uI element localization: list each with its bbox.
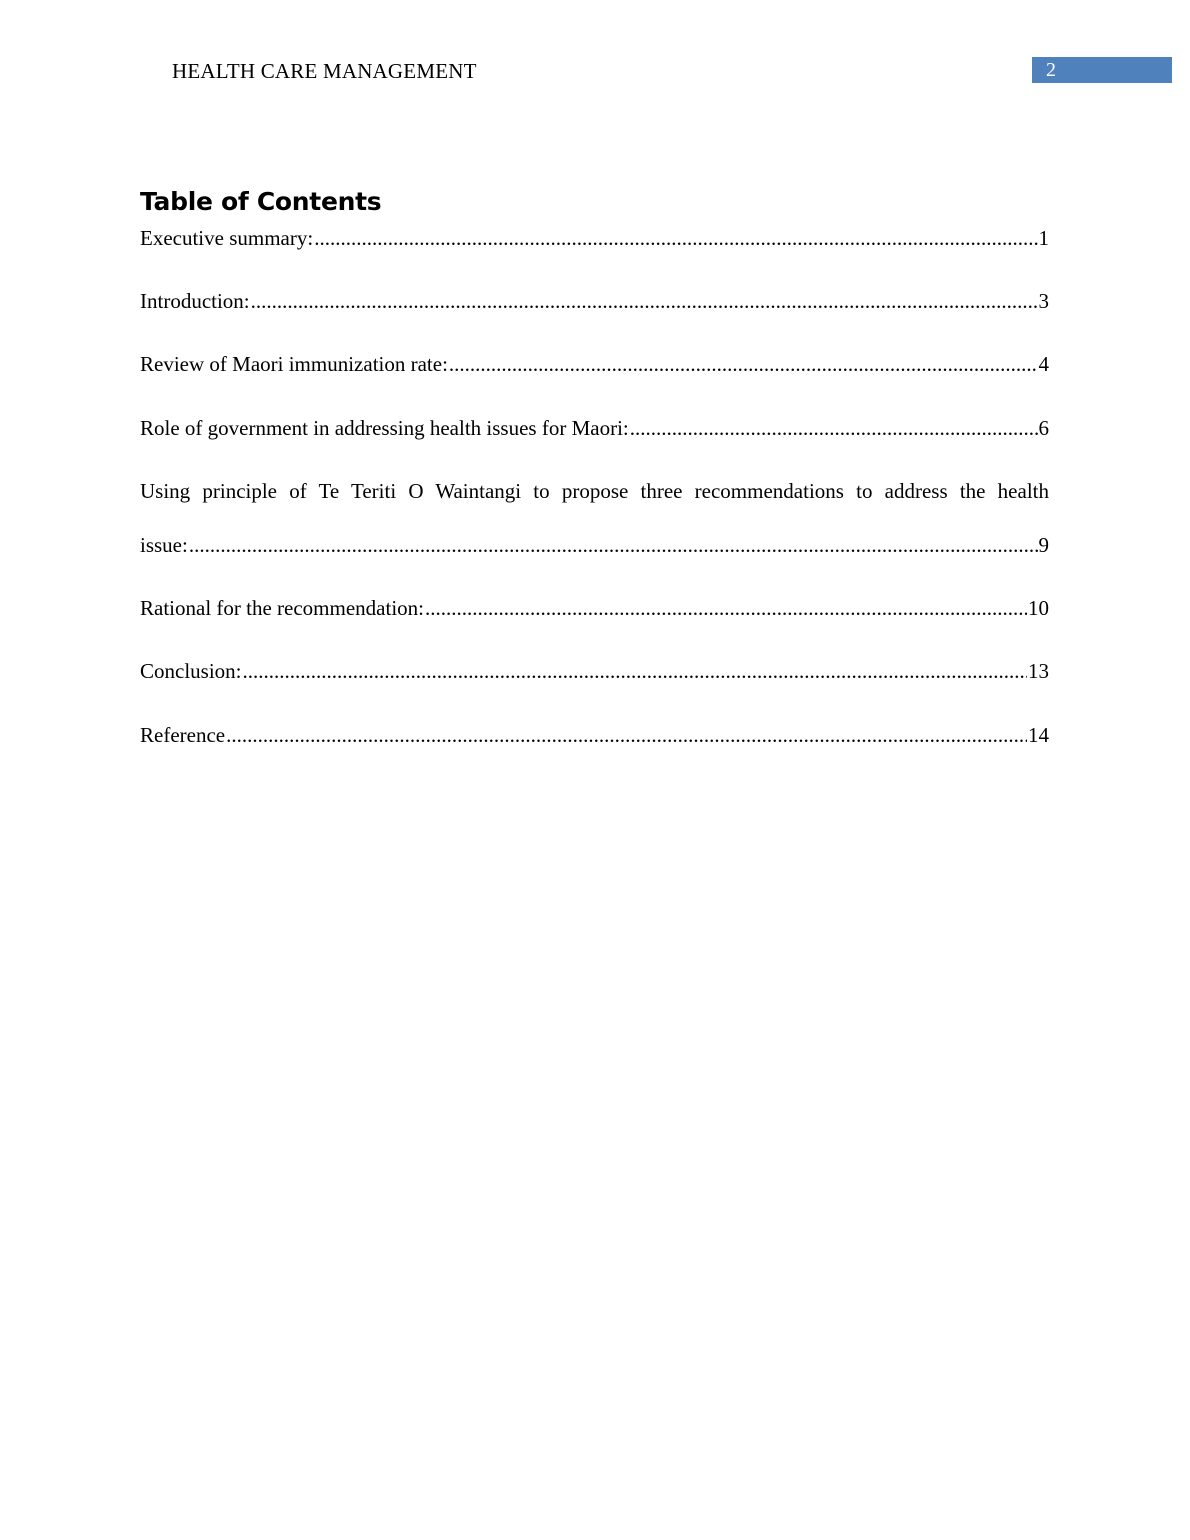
toc-entry-conclusion[interactable] <box>140 658 1049 684</box>
toc-entry-label: Conclusion: <box>140 659 242 683</box>
toc-entry-role-of-government[interactable] <box>140 415 1049 441</box>
toc-entry-page: 3 <box>1038 289 1049 313</box>
toc-entry-page: 14 <box>1028 723 1049 747</box>
toc-entry-label: Role of government in addressing health issues for Maori: <box>140 416 629 440</box>
toc-entry-reference[interactable] <box>140 722 1049 748</box>
toc-entry-page: 1 <box>1038 226 1049 250</box>
toc-dot-leader <box>243 658 1027 684</box>
toc-entry-rational[interactable] <box>140 595 1049 621</box>
toc-entry-label: Reference <box>140 723 226 747</box>
toc-entry-page: 13 <box>1028 659 1049 683</box>
toc-dot-leader <box>425 595 1027 621</box>
toc-dot-leader <box>314 225 1037 251</box>
toc-entry-page: 9 <box>1038 533 1049 557</box>
toc-entry-label: Executive summary: <box>140 226 314 250</box>
toc-entry-page: 10 <box>1028 596 1049 620</box>
toc-entry-label-line1: Using principle of Te Teriti O Waintangi to propose three recommendations to address the health <box>140 479 1049 503</box>
toc-entry-executive-summary[interactable] <box>140 225 1049 251</box>
toc-dot-leader <box>630 415 1038 441</box>
toc-entry-label: Rational for the recommendation: <box>140 596 424 620</box>
toc-entry-introduction[interactable] <box>140 288 1049 314</box>
toc-entry-page: 6 <box>1038 416 1049 440</box>
toc-entry-page: 4 <box>1038 352 1049 376</box>
toc-dot-leader <box>251 288 1038 314</box>
toc-dot-leader <box>449 351 1038 377</box>
toc-entry-label: Review of Maori immunization rate: <box>140 352 448 376</box>
toc-entry-label: Introduction: <box>140 289 250 313</box>
toc-entry-review-immunization[interactable] <box>140 351 1049 377</box>
page-number-badge: 2 <box>1032 57 1172 83</box>
toc-entry-recommendations[interactable] <box>140 478 1049 558</box>
toc-dot-leader <box>189 532 1038 558</box>
toc-dot-leader <box>226 722 1027 748</box>
toc-heading: Table of Contents <box>140 187 382 216</box>
header-title: HEALTH CARE MANAGEMENT <box>172 59 477 83</box>
toc-entry-label-line2: issue: <box>140 533 188 557</box>
